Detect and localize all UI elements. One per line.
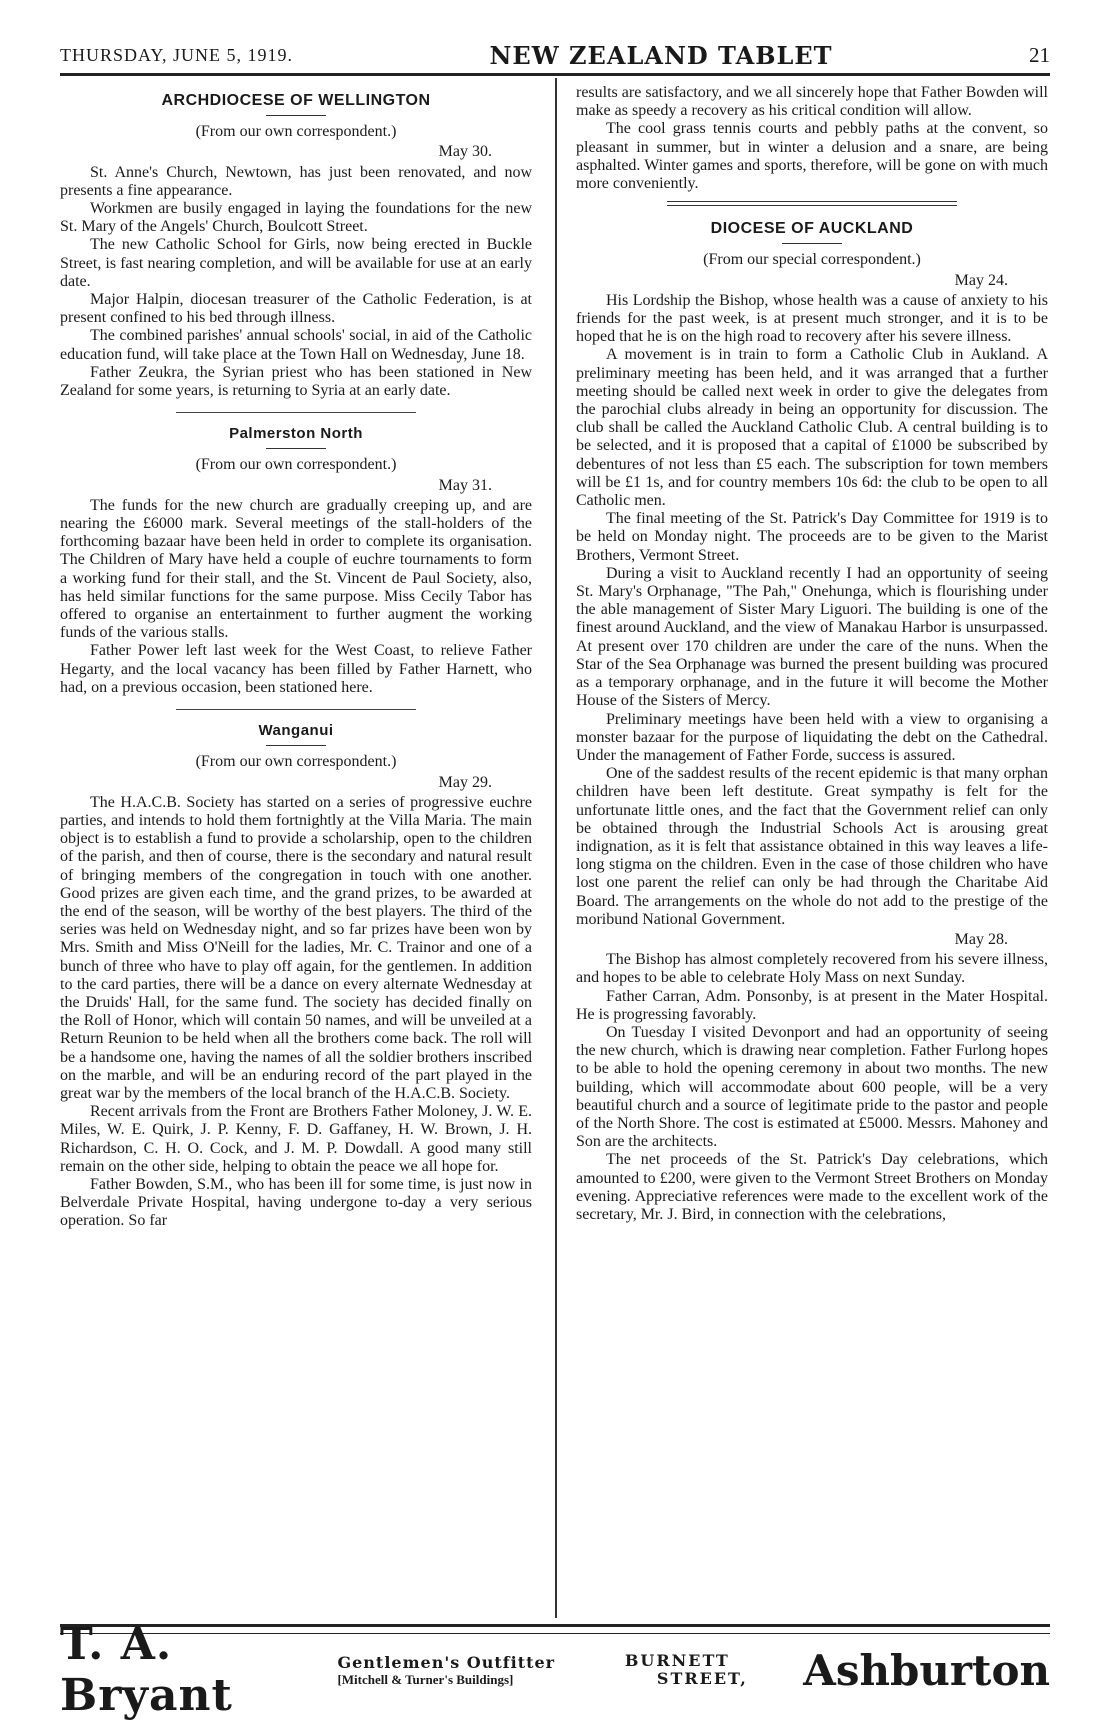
- paragraph: St. Anne's Church, Newtown, has just been renovated, and now presents a fine appearance.: [60, 163, 532, 199]
- paragraph: The funds for the new church are gradually creeping up, and are nearing the £6000 mark. Several meetings of the stall-holders of the forthcoming bazaar have been held in order to complete its organisation. The Children of Mary have held a couple of euchre tournaments to form a working fund for their stall, and the St. Vincent de Paul Society, also, has held similar functions for the same purpose. Miss Cecily Tabor has offered to organise an entertainment to further augment the working funds of the various stalls.: [60, 496, 532, 642]
- heading-rule: [266, 448, 326, 449]
- section-heading-wanganui: Wanganui: [258, 722, 334, 740]
- section-heading-wellington: ARCHDIOCESE OF WELLINGTON: [161, 92, 431, 109]
- section-heading-palmerston: Palmerston North: [229, 425, 363, 443]
- paragraph: The new Catholic School for Girls, now being erected in Buckle Street, is fast nearing completion, and will be available for use at an early date.: [60, 236, 532, 290]
- ad-trade: Gentlemen's Outfitter: [337, 1652, 556, 1672]
- ad-description: [337, 1653, 594, 1688]
- dateline: May 29.: [438, 773, 492, 791]
- paragraph: His Lordship the Bishop, whose health was a cause of anxiety to his friends for the past week, is at present much stronger, and it is to be hoped that he is on the high road to recovery after his severe illness.: [576, 291, 1048, 346]
- section-heading-auckland: DIOCESE OF AUCKLAND: [710, 220, 914, 238]
- ad-business-name: T. A. Bryant: [60, 1619, 233, 1721]
- ad-street: [625, 1652, 793, 1688]
- byline: (From our own correspondent.): [195, 456, 397, 474]
- ad-town: Ashburton: [803, 1645, 1050, 1695]
- dateline: May 28.: [954, 930, 1008, 948]
- paragraph: results are satisfactory, and we all sincerely hope that Father Bowden will make as speedy a recovery as his critical condition will allow.: [576, 84, 1048, 120]
- paragraph: Father Carran, Adm. Ponsonby, is at present in the Mater Hospital. He is progressing favorably.: [576, 987, 1048, 1023]
- paragraph: The final meeting of the St. Patrick's Day Committee for 1919 is to be held on Monday night. The proceeds are to be given to the Marist Brothers, Vermont Street.: [576, 510, 1048, 564]
- paragraph: Workmen are busily engaged in laying the foundations for the new St. Mary of the Angels' Church, Boulcott Street.: [60, 200, 532, 236]
- paragraph: On Tuesday I visited Devonport and had an opportunity of seeing the new church, which is drawing near completion. Father Furlong hopes to be able to hold the opening ceremony in about two months. The new building, which will accommodate about 600 people, will be a very beautiful church and a source of legitimate pride to the pastor and people of the North Shore. The cost is estimated at £5000. Messrs. Mahoney and Son are the architects.: [576, 1023, 1048, 1151]
- ad-street-line2: STREET,: [656, 1669, 748, 1688]
- byline: (From our own correspondent.): [195, 123, 397, 141]
- heading-rule: [782, 243, 842, 244]
- byline: (From our special correspondent.): [703, 251, 921, 269]
- paragraph: The net proceeds of the St. Patrick's Day celebrations, which amounted to £200, were given to the Vermont Street Brothers on Monday evening. Appreciative references were made to the excellent work of the secretary, Mr. J. Bird, in connection with the celebrations,: [576, 1151, 1048, 1223]
- advertisement-banner: [60, 1619, 1050, 1721]
- paragraph: Major Halpin, diocesan treasurer of the Catholic Federation, is at present confined to his bed through illness.: [60, 291, 532, 327]
- paragraph: Preliminary meetings have been held with a view to organising a monster bazaar for the purpose of liquidating the debt on the Cathedral. Under the management of Father Forde, success is assured.: [576, 710, 1048, 764]
- paragraph: Father Bowden, S.M., who has been ill for some time, is just now in Belverdale Private Hospital, having undergone to-day a very serious operation. So far: [60, 1175, 532, 1230]
- heading-rule: [266, 115, 326, 116]
- section-separator: [176, 709, 416, 710]
- paragraph: Recent arrivals from the Front are Brothers Father Moloney, J. W. E. Miles, W. E. Quirk, J. P. Kenny, F. D. Gaffaney, H. W. Brown, J. H. Richardson, C. H. O. Cock, and J. M. P. Dowdall. A good many still remain on the other side, helping to obtain the peace we all hope for.: [60, 1103, 532, 1175]
- paragraph: The cool grass tennis courts and pebbly paths at the convent, so pleasant in summer, but in winter a delusion and a snare, are being asphalted. Winter games and sports, therefore, will be gone on with much more conveniently.: [576, 120, 1048, 193]
- issue-date: THURSDAY, JUNE 5, 1919.: [60, 44, 294, 65]
- paragraph: Father Zeukra, the Syrian priest who has been stationed in New Zealand for some years, is returning to Syria at an early date.: [60, 363, 532, 400]
- right-column: [576, 84, 1048, 1612]
- page-number: 21: [1028, 42, 1050, 67]
- paragraph: The combined parishes' annual schools' social, in aid of the Catholic education fund, will take place at the Town Hall on Wednesday, June 18.: [60, 327, 532, 363]
- section-double-rule: [667, 201, 957, 206]
- section-separator: [176, 412, 416, 413]
- dateline: May 31.: [438, 476, 492, 494]
- heading-rule: [266, 745, 326, 746]
- paragraph: Father Power left last week for the West Coast, to relieve Father Hegarty, and the local vacancy has been filled by Father Harnett, who had, on a previous occasion, been stationed here.: [60, 642, 532, 696]
- paragraph: During a visit to Auckland recently I had an opportunity of seeing St. Mary's Orphanage, "The Pah," Onehunga, which is flourishing under the able management of Sister Mary Liguori. The building is one of the finest around Auckland, and the view of Manakau Harbor is unsurpassed. At present over 170 children are under the care of the nuns. When the Star of the Sea Orphanage was burned the present building was procured as a temporary orphanage, and in the future it will become the Mother House of the Sisters of Mercy.: [576, 564, 1048, 710]
- ad-street-line1: BURNETT: [624, 1651, 730, 1670]
- byline: (From our own correspondent.): [195, 753, 397, 771]
- page-header: [60, 38, 1050, 72]
- paragraph: The Bishop has almost completely recovered from his severe illness, and hopes to be able to celebrate Holy Mass on next Sunday.: [576, 951, 1048, 987]
- header-rule: [60, 73, 1050, 76]
- left-column: [60, 84, 532, 1612]
- paragraph: One of the saddest results of the recent epidemic is that many orphan children have been left destitute. Great sympathy is felt for the unfortunate little ones, and the fact that the Government relief can only be obtained through the Industrial Schools Act is arousing great indignation, as it is felt that assistance obtained in this way leaves a life-long stigma on the children. Even in the case of those children who have lost one parent the relief can only be had through the Charitabe Aid Board. The arrangements on the whole do not add to the prestige of the moribund National Government.: [576, 765, 1048, 928]
- paragraph: The H.A.C.B. Society has started on a series of progressive euchre parties, and intends to hold them fortnightly at the Villa Maria. The main object is to establish a fund to provide a scholarship, open to the children of the parish, and then of course, there is the secondary and natural result of bringing members of the congregation in touch with one another. Good prizes are given each time, and the grand prizes, to be awarded at the end of the season, will be worthy of the best players. The third of the series was held on Wednesday night, and so far prizes have been won by Mrs. Smith and Miss O'Neill for the ladies, Mr. C. Trainor and one of a bunch of three who have to play off again, for the gentlemen. In addition to the card parties, there will be a dance on every alternate Wednesday at the Druids' Hall, for the same fund. The society has decided finally on the Roll of Honor, which will contain 50 names, and will be unveiled at a Return Reunion to be held when all the brothers come back. The roll will be a handsome one, having the names of all the soldier brothers inscribed on the marble, and will be an enduring record of the part played in the great war by the members of the local branch of the H.A.C.B. Society.: [60, 793, 532, 1102]
- ad-building: [Mitchell & Turner's Buildings]: [337, 1671, 514, 1687]
- masthead-title: NEW ZEALAND TABLET: [489, 40, 833, 70]
- dateline: May 24.: [954, 271, 1008, 289]
- column-divider: [555, 78, 557, 1618]
- dateline: May 30.: [438, 143, 492, 161]
- paragraph: A movement is in train to form a Catholic Club in Aukland. A preliminary meeting has been held, and it was arranged that a further meeting should be called next week in order to give the delegates from the parochial clubs already in being an opportunity for discussion. The club shall be called the Auckland Catholic Club. A central building is to be selected, and it is proposed that a capital of £1000 be subscribed by debentures of not less than £5 each. The subscription for town members will be £1 1s, and for country members 10s 6d: the club to be open to all Catholic men.: [576, 346, 1048, 510]
